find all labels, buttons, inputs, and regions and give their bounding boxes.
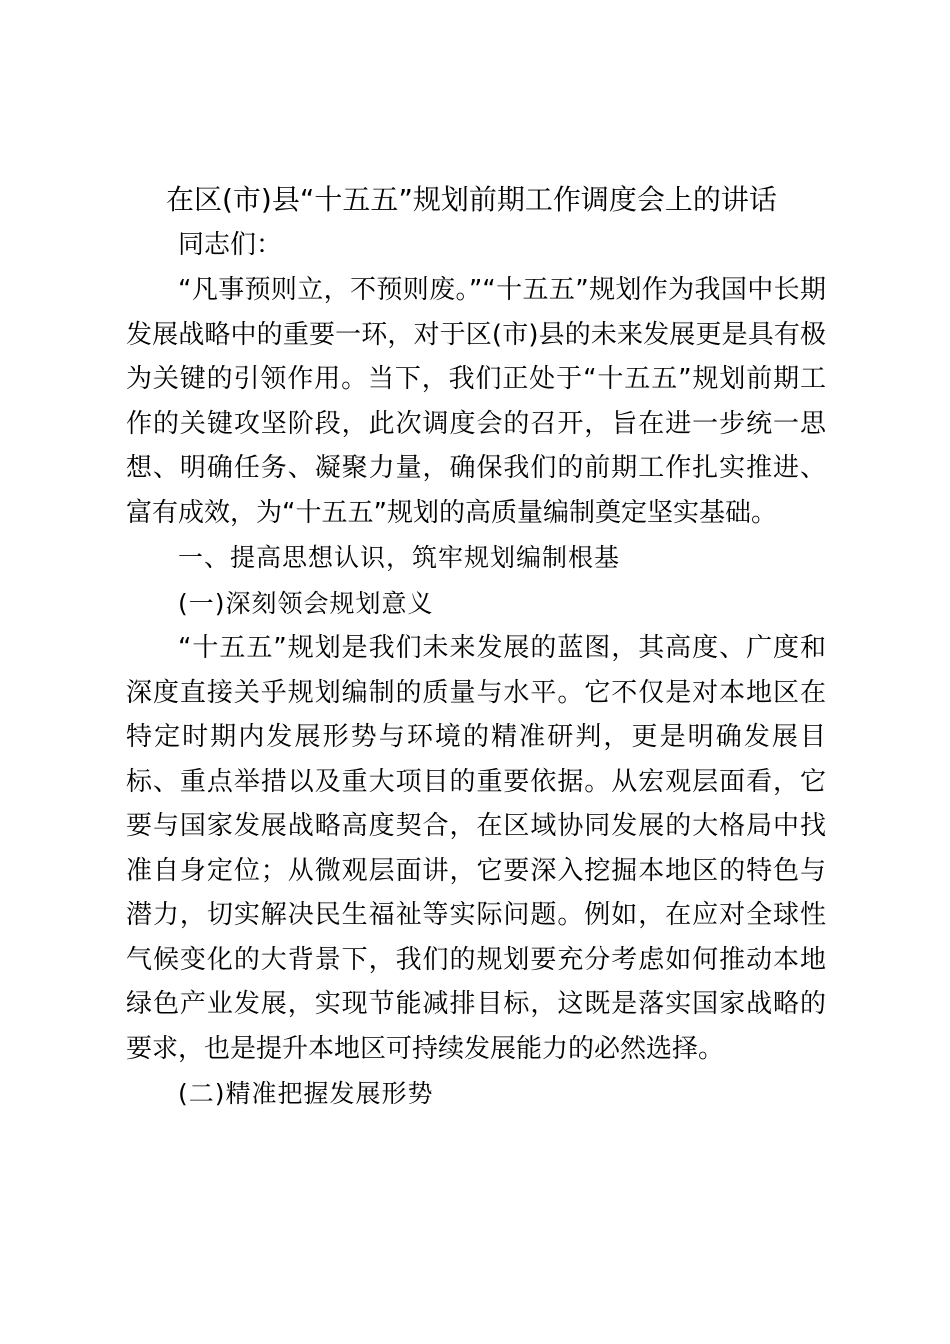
section-heading-1: 一、提高思想认识，筑牢规划编制根基 — [178, 543, 621, 572]
document-title: 在区(市)县“十五五”规划前期工作调度会上的讲话 — [166, 183, 777, 216]
paragraph-planning-significance: “十五五”规划是我们未来发展的蓝图，其高度、广度和深度直接关乎规划编制的质量与水平。它不仅是对本地区在特定时期内发展形势与环境的精准研判，更是明确发展目标、重点举措以及重大项目的重要依据。从宏观层面看，它要与国家发展战略高度契合，在区域协同发展的大格局中找准自身定位；从微观层面讲，它要深入挖掘本地区的特色与潜力，切实解决民生福祉等实际问题。例如，在应对全球性气候变化的大背景下，我们的规划要充分考虑如何推动本地绿色产业发展，实现节能减排目标，这既是落实国家战略的要求，也是提升本地区可持续发展能力的必然选择。 — [126, 633, 826, 1064]
salutation: 同志们： — [178, 230, 283, 260]
subsection-heading-1: (一)深刻领会规划意义 — [178, 589, 434, 618]
subsection-heading-2: (二)精准把握发展形势 — [178, 1079, 434, 1108]
paragraph-intro: “凡事预则立，不预则废。”“十五五”规划作为我国中长期发展战略中的重要一环，对于区(市)县的未来发展更是具有极为关键的引领作用。当下，我们正处于“十五五”规划前期工作的关键攻坚阶段，此次调度会的召开，旨在进一步统一思想、明确任务、凝聚力量，确保我们的前期工作扎实推进、富有成效，为“十五五”规划的高质量编制奠定坚实基础。 — [126, 275, 826, 528]
